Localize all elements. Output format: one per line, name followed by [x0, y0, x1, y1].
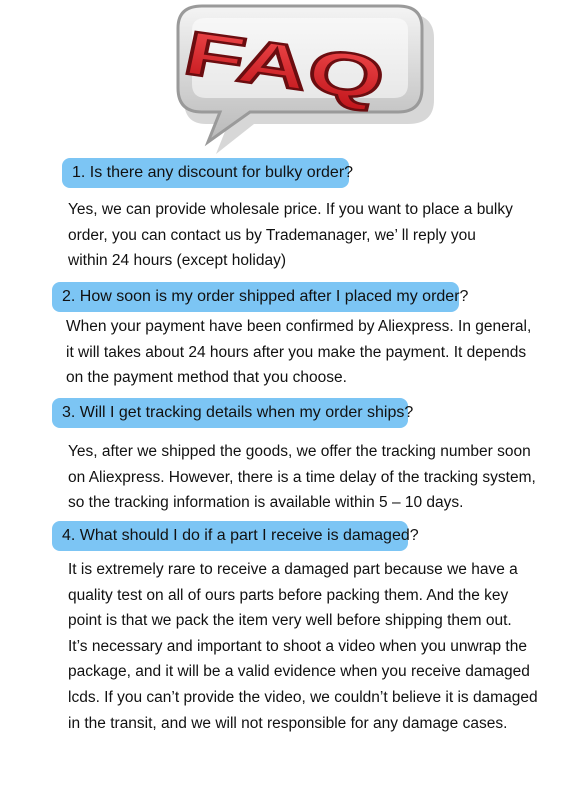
answer-line: so the tracking information is available within 5 – 10 days. — [68, 494, 464, 512]
faq-logo-text: FAQ — [178, 19, 319, 105]
answer-line: within 24 hours (except holiday) — [68, 252, 286, 270]
answer-line: on the payment method that you choose. — [66, 369, 347, 387]
faq-logo — [0, 0, 577, 160]
faq-answer-3 — [68, 439, 536, 516]
answer-line: package, and it will be a valid evidence when you receive damaged — [68, 663, 530, 681]
answer-line: point is that we pack the item very well before shipping them out. — [68, 612, 512, 630]
answer-line: When your payment have been confirmed by Aliexpress. In general, — [66, 318, 532, 335]
answer-line: It’s necessary and important to shoot a video when you unwrap the — [68, 637, 527, 655]
answer-line: It is extremely rare to receive a damaged part because we have a — [68, 561, 518, 578]
answer-line: it will takes about 24 hours after you make the payment. It depends — [66, 343, 527, 361]
faq-answer-2 — [66, 314, 531, 391]
faq-question-1: 1. Is there any discount for bulky order? — [62, 158, 349, 188]
answer-line: quality test on all of ours parts before packing them. And the key — [68, 586, 509, 604]
faq-question-3: 3. Will I get tracking details when my order ships? — [52, 398, 408, 428]
answer-line: on Aliexpress. However, there is a time delay of the tracking system, — [68, 468, 536, 486]
answer-line: Yes, we can provide wholesale price. If you want to place a bulky — [68, 201, 513, 218]
faq-answer-4 — [68, 557, 538, 736]
answer-line: order, you can contact us by Trademanager, we’ ll reply you — [68, 226, 476, 244]
answer-line: in the transit, and we will not responsible for any damage cases. — [68, 714, 508, 732]
answer-line: Yes, after we shipped the goods, we offer the tracking number soon — [68, 443, 531, 460]
faq-question-4: 4. What should I do if a part I receive is damaged? — [52, 521, 408, 551]
answer-line: lcds. If you can’t provide the video, we couldn’t believe it is damaged — [68, 688, 538, 706]
faq-question-2: 2. How soon is my order shipped after I placed my order? — [52, 282, 459, 312]
faq-answer-1 — [68, 197, 513, 274]
